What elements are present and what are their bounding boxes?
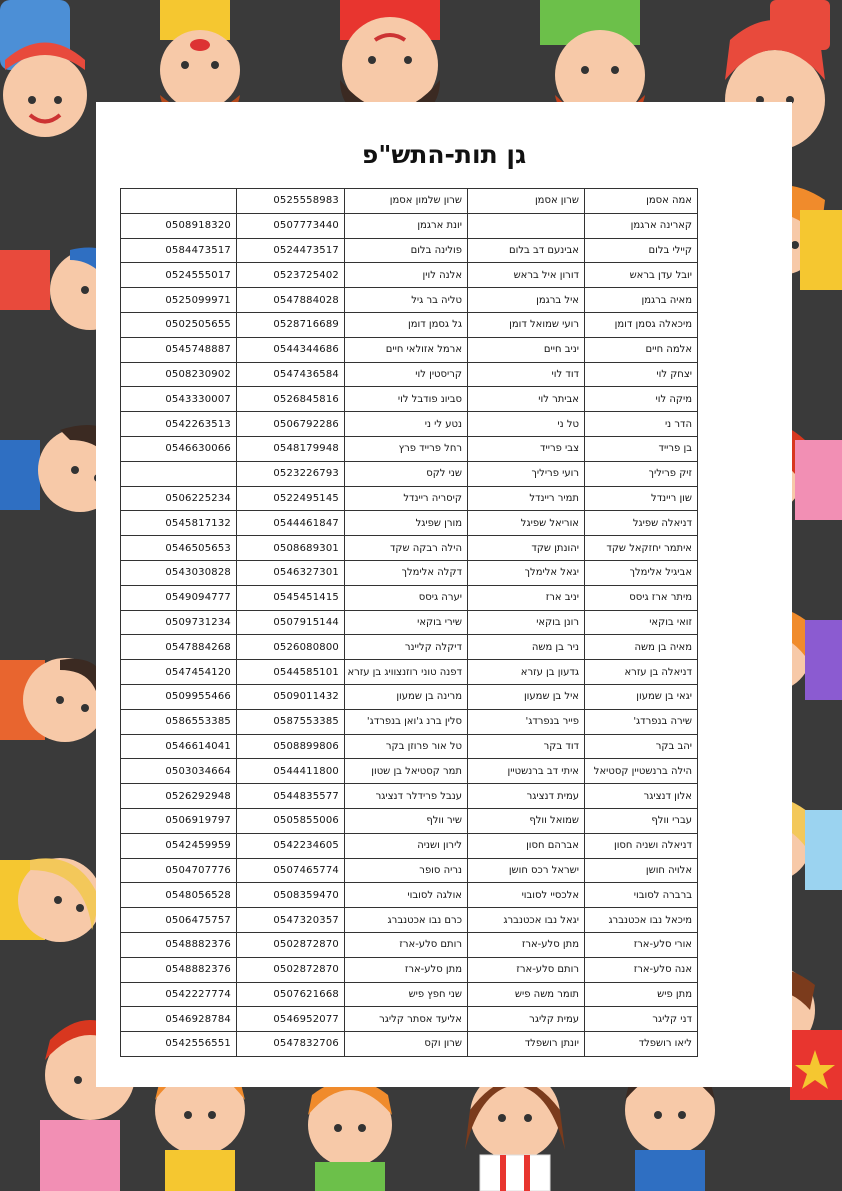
phone-2-cell: 0543330007: [121, 387, 237, 412]
parent-2-cell: אליעד אסתר קליגר: [345, 1007, 468, 1032]
parent-2-cell: קיסריה ריינדל: [345, 486, 468, 511]
phone-1-cell: 0547436584: [237, 362, 345, 387]
parent-1-cell: יניב חיים: [468, 337, 585, 362]
parent-2-cell: מרינה בן שמעון: [345, 684, 468, 709]
phone-2-cell: 0506919797: [121, 808, 237, 833]
phone-1-cell: 0547832706: [237, 1032, 345, 1057]
child-name-cell: אורי סלע-ארז: [585, 932, 698, 957]
child-name-cell: אלויה חושן: [585, 858, 698, 883]
parent-1-cell: אביתר לוי: [468, 387, 585, 412]
phone-1-cell: 0545451415: [237, 585, 345, 610]
parent-2-cell: שרון שלמון אסמן: [345, 189, 468, 214]
phone-1-cell: 0548179948: [237, 436, 345, 461]
phone-1-cell: 0587553385: [237, 709, 345, 734]
parent-2-cell: כרם נבו אכטנברג: [345, 908, 468, 933]
phone-1-cell: 0507773440: [237, 213, 345, 238]
phone-1-cell: 0502872870: [237, 957, 345, 982]
phone-2-cell: 0584473517: [121, 238, 237, 263]
parent-1-cell: צבי פרייד: [468, 436, 585, 461]
phone-1-cell: 0502872870: [237, 932, 345, 957]
phone-1-cell: 0547884028: [237, 288, 345, 313]
table-row: [121, 536, 698, 561]
child-name-cell: זיק פריליך: [585, 461, 698, 486]
table-row: [121, 362, 698, 387]
page-title: גן תות-התש"פ: [361, 140, 527, 169]
table-row: [121, 560, 698, 585]
phone-1-cell: 0524473517: [237, 238, 345, 263]
table-row: [121, 585, 698, 610]
table-row: [121, 387, 698, 412]
table-row: [121, 808, 698, 833]
phone-2-cell: 0525099971: [121, 288, 237, 313]
phone-2-cell: 0526292948: [121, 784, 237, 809]
child-name-cell: ליאו רושפלד: [585, 1032, 698, 1057]
parent-2-cell: דיקלה קליינר: [345, 635, 468, 660]
child-name-cell: מיתר ארז גיסס: [585, 585, 698, 610]
parent-1-cell: ישראל רכס חושן: [468, 858, 585, 883]
parent-1-cell: רותם סלע-ארז: [468, 957, 585, 982]
parent-2-cell: קריסטין לוי: [345, 362, 468, 387]
table-row: [121, 908, 698, 933]
parent-1-cell: אבינעם דב בלום: [468, 238, 585, 263]
parent-1-cell: תומר משה פיש: [468, 982, 585, 1007]
phone-2-cell: 0543030828: [121, 560, 237, 585]
parent-2-cell: אלנה לוין: [345, 263, 468, 288]
parent-2-cell: דפנה טוני רוזנצוויג בן עזרא: [345, 660, 468, 685]
phone-1-cell: 0507465774: [237, 858, 345, 883]
child-name-cell: מיכאלה גסמן דומן: [585, 312, 698, 337]
parent-2-cell: מורן שפיגל: [345, 511, 468, 536]
phone-1-cell: 0505855006: [237, 808, 345, 833]
parent-1-cell: דורון איל בראש: [468, 263, 585, 288]
phone-1-cell: 0508899806: [237, 734, 345, 759]
table-row: [121, 461, 698, 486]
parent-2-cell: שני חפץ פיש: [345, 982, 468, 1007]
phone-1-cell: 0526845816: [237, 387, 345, 412]
table-row: [121, 263, 698, 288]
phone-2-cell: 0542263513: [121, 412, 237, 437]
phone-2-cell: 0542227774: [121, 982, 237, 1007]
phone-2-cell: 0546630066: [121, 436, 237, 461]
phone-1-cell: 0544835577: [237, 784, 345, 809]
phone-2-cell: 0509955466: [121, 684, 237, 709]
parent-2-cell: סלין ברנ ג'ואן בנפרדג': [345, 709, 468, 734]
parent-2-cell: טליה בר גיל: [345, 288, 468, 313]
child-name-cell: מאיה בן משה: [585, 635, 698, 660]
child-name-cell: איתמר יחזקאל שקד: [585, 536, 698, 561]
table-row: [121, 759, 698, 784]
phone-2-cell: 0548056528: [121, 883, 237, 908]
phone-1-cell: 0542234605: [237, 833, 345, 858]
parent-2-cell: ארמל אזולאי חיים: [345, 337, 468, 362]
table-row: [121, 660, 698, 685]
parent-2-cell: נריה סופר: [345, 858, 468, 883]
phone-2-cell: 0546505653: [121, 536, 237, 561]
child-name-cell: מיקה לוי: [585, 387, 698, 412]
child-name-cell: דני קליגר: [585, 1007, 698, 1032]
table-row: [121, 957, 698, 982]
parent-1-cell: יניב ארז: [468, 585, 585, 610]
child-name-cell: שירה בנפרדג': [585, 709, 698, 734]
parent-1-cell: רועי פריליך: [468, 461, 585, 486]
phone-2-cell: [121, 461, 237, 486]
phone-1-cell: 0507621668: [237, 982, 345, 1007]
table-row: [121, 412, 698, 437]
parent-1-cell: עמית דנציגר: [468, 784, 585, 809]
phone-1-cell: 0508689301: [237, 536, 345, 561]
parent-1-cell: רועי שמואל דומן: [468, 312, 585, 337]
table-row: [121, 288, 698, 313]
phone-1-cell: 0523226793: [237, 461, 345, 486]
phone-1-cell: 0522495145: [237, 486, 345, 511]
table-row: [121, 189, 698, 214]
parent-2-cell: שרון וקס: [345, 1032, 468, 1057]
parent-1-cell: יונתן רושפלד: [468, 1032, 585, 1057]
parent-2-cell: נטע לי ני: [345, 412, 468, 437]
child-name-cell: מיכאל נבו אכטנברג: [585, 908, 698, 933]
parent-1-cell: אברהם חסון: [468, 833, 585, 858]
parent-1-cell: יהונתן שקד: [468, 536, 585, 561]
phone-2-cell: 0506225234: [121, 486, 237, 511]
phone-1-cell: 0546327301: [237, 560, 345, 585]
child-name-cell: אביגיל אלימלך: [585, 560, 698, 585]
parent-2-cell: שני לקס: [345, 461, 468, 486]
child-name-cell: שון ריינדל: [585, 486, 698, 511]
parent-2-cell: שיר וולף: [345, 808, 468, 833]
child-name-cell: יגאי בן שמעון: [585, 684, 698, 709]
parent-1-cell: איל ברגמן: [468, 288, 585, 313]
contacts-table-body: [121, 189, 698, 1057]
phone-2-cell: 0548882376: [121, 932, 237, 957]
table-row: [121, 238, 698, 263]
phone-2-cell: 0546928784: [121, 1007, 237, 1032]
child-name-cell: דניאלה בן עזרא: [585, 660, 698, 685]
parent-1-cell: אוריאל שפיגל: [468, 511, 585, 536]
phone-2-cell: 0504707776: [121, 858, 237, 883]
parent-2-cell: רותם סלע-ארז: [345, 932, 468, 957]
kid-figure: [465, 1070, 565, 1191]
phone-2-cell: 0547454120: [121, 660, 237, 685]
phone-1-cell: 0528716689: [237, 312, 345, 337]
table-row: [121, 436, 698, 461]
child-name-cell: דניאלה שפיגל: [585, 511, 698, 536]
child-name-cell: יובל עדן בראש: [585, 263, 698, 288]
phone-1-cell: 0544411800: [237, 759, 345, 784]
child-name-cell: ברברה לסובוי: [585, 883, 698, 908]
phone-2-cell: 0508230902: [121, 362, 237, 387]
phone-1-cell: 0506792286: [237, 412, 345, 437]
parent-1-cell: שמואל וולף: [468, 808, 585, 833]
phone-1-cell: 0526080800: [237, 635, 345, 660]
parent-2-cell: יערה גיסס: [345, 585, 468, 610]
child-name-cell: מאיה ברגמן: [585, 288, 698, 313]
parent-1-cell: מתן סלע-ארז: [468, 932, 585, 957]
parent-2-cell: יונת ארגמן: [345, 213, 468, 238]
parent-1-cell: [468, 213, 585, 238]
parent-1-cell: דוד בקר: [468, 734, 585, 759]
child-name-cell: קארינה ארגמן: [585, 213, 698, 238]
phone-2-cell: 0503034664: [121, 759, 237, 784]
parent-2-cell: טל אור פרוזן בקר: [345, 734, 468, 759]
phone-2-cell: 0542556551: [121, 1032, 237, 1057]
table-row: [121, 635, 698, 660]
child-name-cell: הילה ברנשטיין קסטיאל: [585, 759, 698, 784]
phone-2-cell: 0545748887: [121, 337, 237, 362]
parent-1-cell: רונן בוקאי: [468, 610, 585, 635]
phone-2-cell: 0502505655: [121, 312, 237, 337]
child-name-cell: עברי וולף: [585, 808, 698, 833]
parent-1-cell: דוד לוי: [468, 362, 585, 387]
parent-1-cell: פייר בנפרדג': [468, 709, 585, 734]
phone-1-cell: 0546952077: [237, 1007, 345, 1032]
table-row: [121, 486, 698, 511]
table-row: [121, 734, 698, 759]
contacts-table: [120, 188, 698, 1057]
phone-1-cell: 0544585101: [237, 660, 345, 685]
parent-2-cell: סביונ פודבל לוי: [345, 387, 468, 412]
phone-2-cell: 0549094777: [121, 585, 237, 610]
child-name-cell: אלמה חיים: [585, 337, 698, 362]
parent-2-cell: לירון ושניה: [345, 833, 468, 858]
parent-2-cell: אולגה לסובוי: [345, 883, 468, 908]
parent-2-cell: ענבל פרידלר דנציגר: [345, 784, 468, 809]
child-name-cell: יצחק לוי: [585, 362, 698, 387]
phone-2-cell: [121, 189, 237, 214]
phone-1-cell: 0544461847: [237, 511, 345, 536]
kid-figure: [0, 658, 110, 742]
child-name-cell: קיילי בלום: [585, 238, 698, 263]
kid-figure: [308, 1080, 392, 1191]
parent-1-cell: יגאל אלימלך: [468, 560, 585, 585]
phone-1-cell: 0544344686: [237, 337, 345, 362]
parent-1-cell: תמיר ריינדל: [468, 486, 585, 511]
table-row: [121, 610, 698, 635]
parent-2-cell: שירי בוקאי: [345, 610, 468, 635]
phone-2-cell: 0545817132: [121, 511, 237, 536]
table-row: [121, 709, 698, 734]
table-row: [121, 684, 698, 709]
table-row: [121, 784, 698, 809]
parent-1-cell: ניר בן משה: [468, 635, 585, 660]
phone-2-cell: 0548882376: [121, 957, 237, 982]
parent-1-cell: איל בן שמעון: [468, 684, 585, 709]
child-name-cell: דניאלה ושניה חסון: [585, 833, 698, 858]
table-row: [121, 337, 698, 362]
table-row: [121, 858, 698, 883]
child-name-cell: יהב בקר: [585, 734, 698, 759]
child-name-cell: מתן פיש: [585, 982, 698, 1007]
parent-1-cell: שרון אסמן: [468, 189, 585, 214]
table-row: [121, 982, 698, 1007]
parent-1-cell: עמית קליגר: [468, 1007, 585, 1032]
child-name-cell: בן פרייד: [585, 436, 698, 461]
phone-2-cell: 0506475757: [121, 908, 237, 933]
phone-1-cell: 0547320357: [237, 908, 345, 933]
kid-figure: [0, 858, 102, 942]
phone-2-cell: 0524555017: [121, 263, 237, 288]
child-name-cell: אנה סלע-ארז: [585, 957, 698, 982]
phone-1-cell: 0509011432: [237, 684, 345, 709]
child-name-cell: הדר ני: [585, 412, 698, 437]
child-name-cell: אלון דנציגר: [585, 784, 698, 809]
child-name-cell: זואי בוקאי: [585, 610, 698, 635]
child-name-cell: אמה אסמן: [585, 189, 698, 214]
parent-2-cell: פולינה בלום: [345, 238, 468, 263]
table-row: [121, 213, 698, 238]
parent-1-cell: יגאל נבו אכטנברג: [468, 908, 585, 933]
parent-2-cell: דקלה אלימלך: [345, 560, 468, 585]
phone-1-cell: 0507915144: [237, 610, 345, 635]
table-row: [121, 883, 698, 908]
phone-2-cell: 0586553385: [121, 709, 237, 734]
parent-1-cell: גדעון בן עזרא: [468, 660, 585, 685]
parent-1-cell: טל ני: [468, 412, 585, 437]
table-row: [121, 1007, 698, 1032]
kid-figure: [0, 0, 87, 137]
parent-2-cell: מתן סלע-ארז: [345, 957, 468, 982]
table-row: [121, 312, 698, 337]
phone-2-cell: 0508918320: [121, 213, 237, 238]
phone-2-cell: 0542459959: [121, 833, 237, 858]
phone-2-cell: 0509731234: [121, 610, 237, 635]
parent-2-cell: רחל פרייד פרץ: [345, 436, 468, 461]
phone-2-cell: 0547884268: [121, 635, 237, 660]
table-row: [121, 1032, 698, 1057]
parent-1-cell: איתי דב ברנשטיין: [468, 759, 585, 784]
phone-2-cell: 0546614041: [121, 734, 237, 759]
table-row: [121, 833, 698, 858]
table-row: [121, 932, 698, 957]
parent-2-cell: גל גסמן דומן: [345, 312, 468, 337]
parent-2-cell: הילה רבקה שקד: [345, 536, 468, 561]
table-row: [121, 511, 698, 536]
phone-1-cell: 0523725402: [237, 263, 345, 288]
parent-2-cell: תמר קסטיאל בן שטון: [345, 759, 468, 784]
phone-1-cell: 0508359470: [237, 883, 345, 908]
phone-1-cell: 0525558983: [237, 189, 345, 214]
parent-1-cell: אלכסיי לסובוי: [468, 883, 585, 908]
